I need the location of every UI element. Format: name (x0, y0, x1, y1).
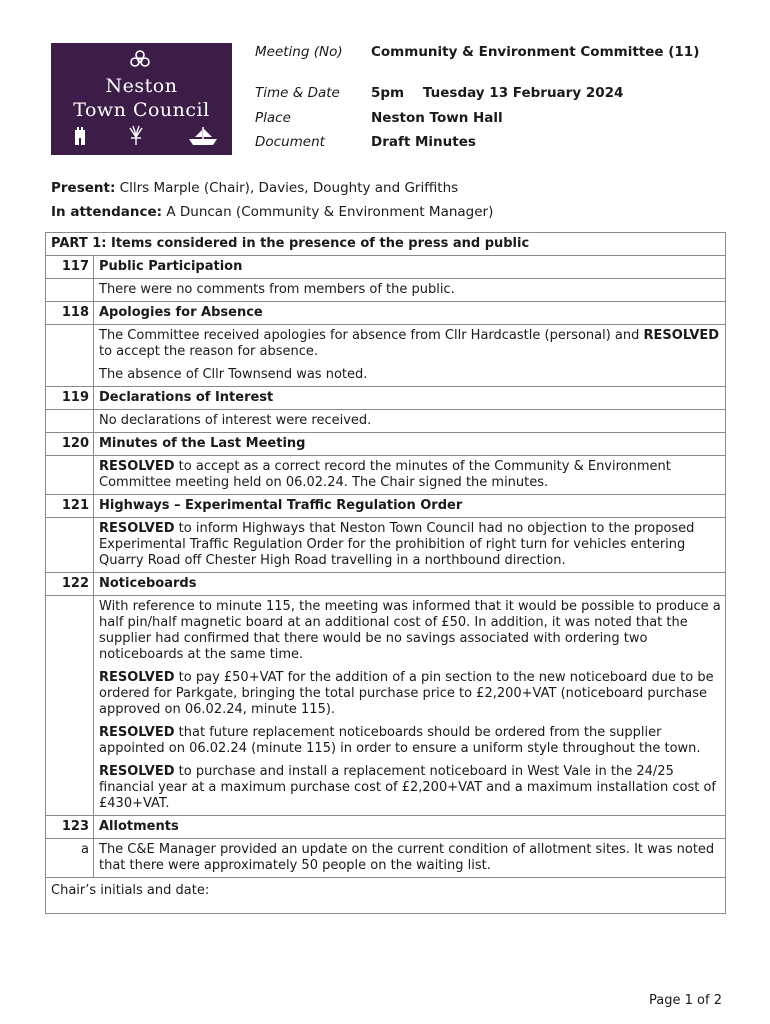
minute-body-row (46, 596, 726, 816)
minute-number: 122 (46, 573, 94, 596)
minute-number-blank (46, 456, 94, 495)
minute-title-row (46, 302, 726, 325)
minute-paragraph (99, 282, 721, 298)
paragraph-text: There were no comments from members of the public. (99, 282, 455, 297)
paragraph-text: to purchase and install a replacement noticeboard in West Vale in the 24/25 financial year at a maximum purchase cost of £2,200+VAT and a maximum installation cost of £430+VAT. (99, 764, 717, 811)
present-label: Present: (51, 180, 116, 196)
part-heading: PART 1: Items considered in the presence of the press and public (46, 233, 726, 256)
minute-paragraph (99, 328, 721, 360)
wheatsheaf-icon (125, 125, 147, 145)
minute-body-row (46, 279, 726, 302)
minute-paragraph (99, 842, 721, 874)
resolved-label: RESOLVED (99, 764, 175, 779)
minute-title: Declarations of Interest (94, 387, 726, 410)
celtic-knot-icon (129, 49, 151, 71)
minute-title-row (46, 816, 726, 839)
minute-body-row (46, 456, 726, 495)
minute-paragraph (99, 521, 721, 569)
time-date-label: Time & Date (255, 85, 340, 101)
chair-initials: Chair’s initials and date: (46, 878, 726, 914)
minute-paragraph (99, 367, 721, 383)
minute-number-blank (46, 596, 94, 816)
minute-body (94, 279, 726, 302)
document-value: Draft Minutes (371, 134, 476, 150)
place-value: Neston Town Hall (371, 110, 503, 126)
document-label: Document (255, 134, 325, 150)
minute-title-row (46, 573, 726, 596)
sub-item-letter: a (46, 839, 94, 878)
present-text: Cllrs Marple (Chair), Davies, Doughty and Griffiths (115, 180, 459, 196)
paragraph-text: The Committee received apologies for absence from Cllr Hardcastle (personal) and (99, 328, 644, 343)
minute-number-blank (46, 325, 94, 387)
minute-paragraph (99, 459, 721, 491)
minutes-table (45, 232, 726, 914)
place-label: Place (255, 110, 291, 126)
time-date-value: 5pm Tuesday 13 February 2024 (371, 85, 624, 101)
minute-title-row (46, 433, 726, 456)
minute-number: 120 (46, 433, 94, 456)
minute-paragraph (99, 670, 721, 718)
minute-title: Highways – Experimental Traffic Regulation Order (94, 495, 726, 518)
minute-body (94, 456, 726, 495)
minute-body-row (46, 518, 726, 573)
minute-body-row (46, 410, 726, 433)
minute-body-row (46, 325, 726, 387)
minute-number-blank (46, 279, 94, 302)
minute-title: Public Participation (94, 256, 726, 279)
resolved-label: RESOLVED (99, 521, 175, 536)
minute-title-row (46, 256, 726, 279)
minute-body (94, 839, 726, 878)
minute-number: 117 (46, 256, 94, 279)
council-logo (51, 43, 232, 155)
minute-title-row (46, 495, 726, 518)
minute-title: Minutes of the Last Meeting (94, 433, 726, 456)
minute-number: 119 (46, 387, 94, 410)
paragraph-text: to pay £50+VAT for the addition of a pin section to the new noticeboard due to be ordered for Parkgate, bringing the total purchase price to £2,200+VAT (noticeboard purchase approved on 06.02.24, minute 115). (99, 670, 714, 717)
meeting-no-value: Community & Environment Committee (11) (371, 44, 700, 60)
minute-body-row (46, 839, 726, 878)
paragraph-text: The absence of Cllr Townsend was noted. (99, 367, 368, 382)
minute-body (94, 410, 726, 433)
minute-number: 121 (46, 495, 94, 518)
paragraph-text: to accept as a correct record the minutes of the Community & Environment Committee meeting held on 06.02.24. The Chair signed the minutes. (99, 459, 671, 490)
resolved-label: RESOLVED (643, 328, 720, 343)
minute-title-row (46, 387, 726, 410)
paragraph-text: With reference to minute 115, the meeting was informed that it would be possible to produce a half pin/half magnetic board at an additional cost of £50. In addition, it was noted that the supplier had confirmed that there would be no savings associated with ordering two noticeboards at the same time. (99, 599, 721, 662)
tower-icon (73, 125, 87, 145)
ship-icon (187, 125, 219, 147)
chair-initials-row (46, 878, 726, 914)
attendance-text: A Duncan (Community & Environment Manager) (162, 204, 494, 220)
paragraph-text: that future replacement noticeboards should be ordered from the supplier appointed on 06.02.24 (minute 115) in order to ensure a uniform style throughout the town. (99, 725, 701, 756)
attendance-line (51, 204, 493, 220)
minute-body (94, 518, 726, 573)
minute-title: Noticeboards (94, 573, 726, 596)
logo-line1: Neston (105, 75, 178, 97)
part-heading-row (46, 233, 726, 256)
attendance-label: In attendance: (51, 204, 163, 220)
paragraph-text: to inform Highways that Neston Town Council had no objection to the proposed Experimental Traffic Regulation Order for the prohibition of right turn for vehicles entering Quarry Road off Chester High Road travelling in a northbound direction. (99, 521, 695, 568)
minute-title: Allotments (94, 816, 726, 839)
paragraph-text: to accept the reason for absence. (99, 344, 319, 359)
present-line (51, 180, 458, 196)
minute-paragraph (99, 413, 721, 429)
minute-title: Apologies for Absence (94, 302, 726, 325)
minute-body (94, 325, 726, 387)
minute-paragraph (99, 725, 721, 757)
meeting-no-label: Meeting (No) (255, 44, 343, 60)
minute-number: 118 (46, 302, 94, 325)
minute-number-blank (46, 518, 94, 573)
resolved-label: RESOLVED (99, 670, 175, 685)
minute-paragraph (99, 764, 721, 812)
paragraph-text: No declarations of interest were received. (99, 413, 372, 428)
resolved-label: RESOLVED (99, 459, 175, 474)
minute-number-blank (46, 410, 94, 433)
resolved-label: RESOLVED (99, 725, 175, 740)
minute-body (94, 596, 726, 816)
minute-paragraph (99, 599, 721, 663)
minute-number: 123 (46, 816, 94, 839)
paragraph-text: The C&E Manager provided an update on the current condition of allotment sites. It was noted that there were approximately 50 people on the waiting list. (99, 842, 715, 873)
page-number: Page 1 of 2 (649, 993, 722, 1008)
logo-line2: Town Council (73, 99, 210, 121)
